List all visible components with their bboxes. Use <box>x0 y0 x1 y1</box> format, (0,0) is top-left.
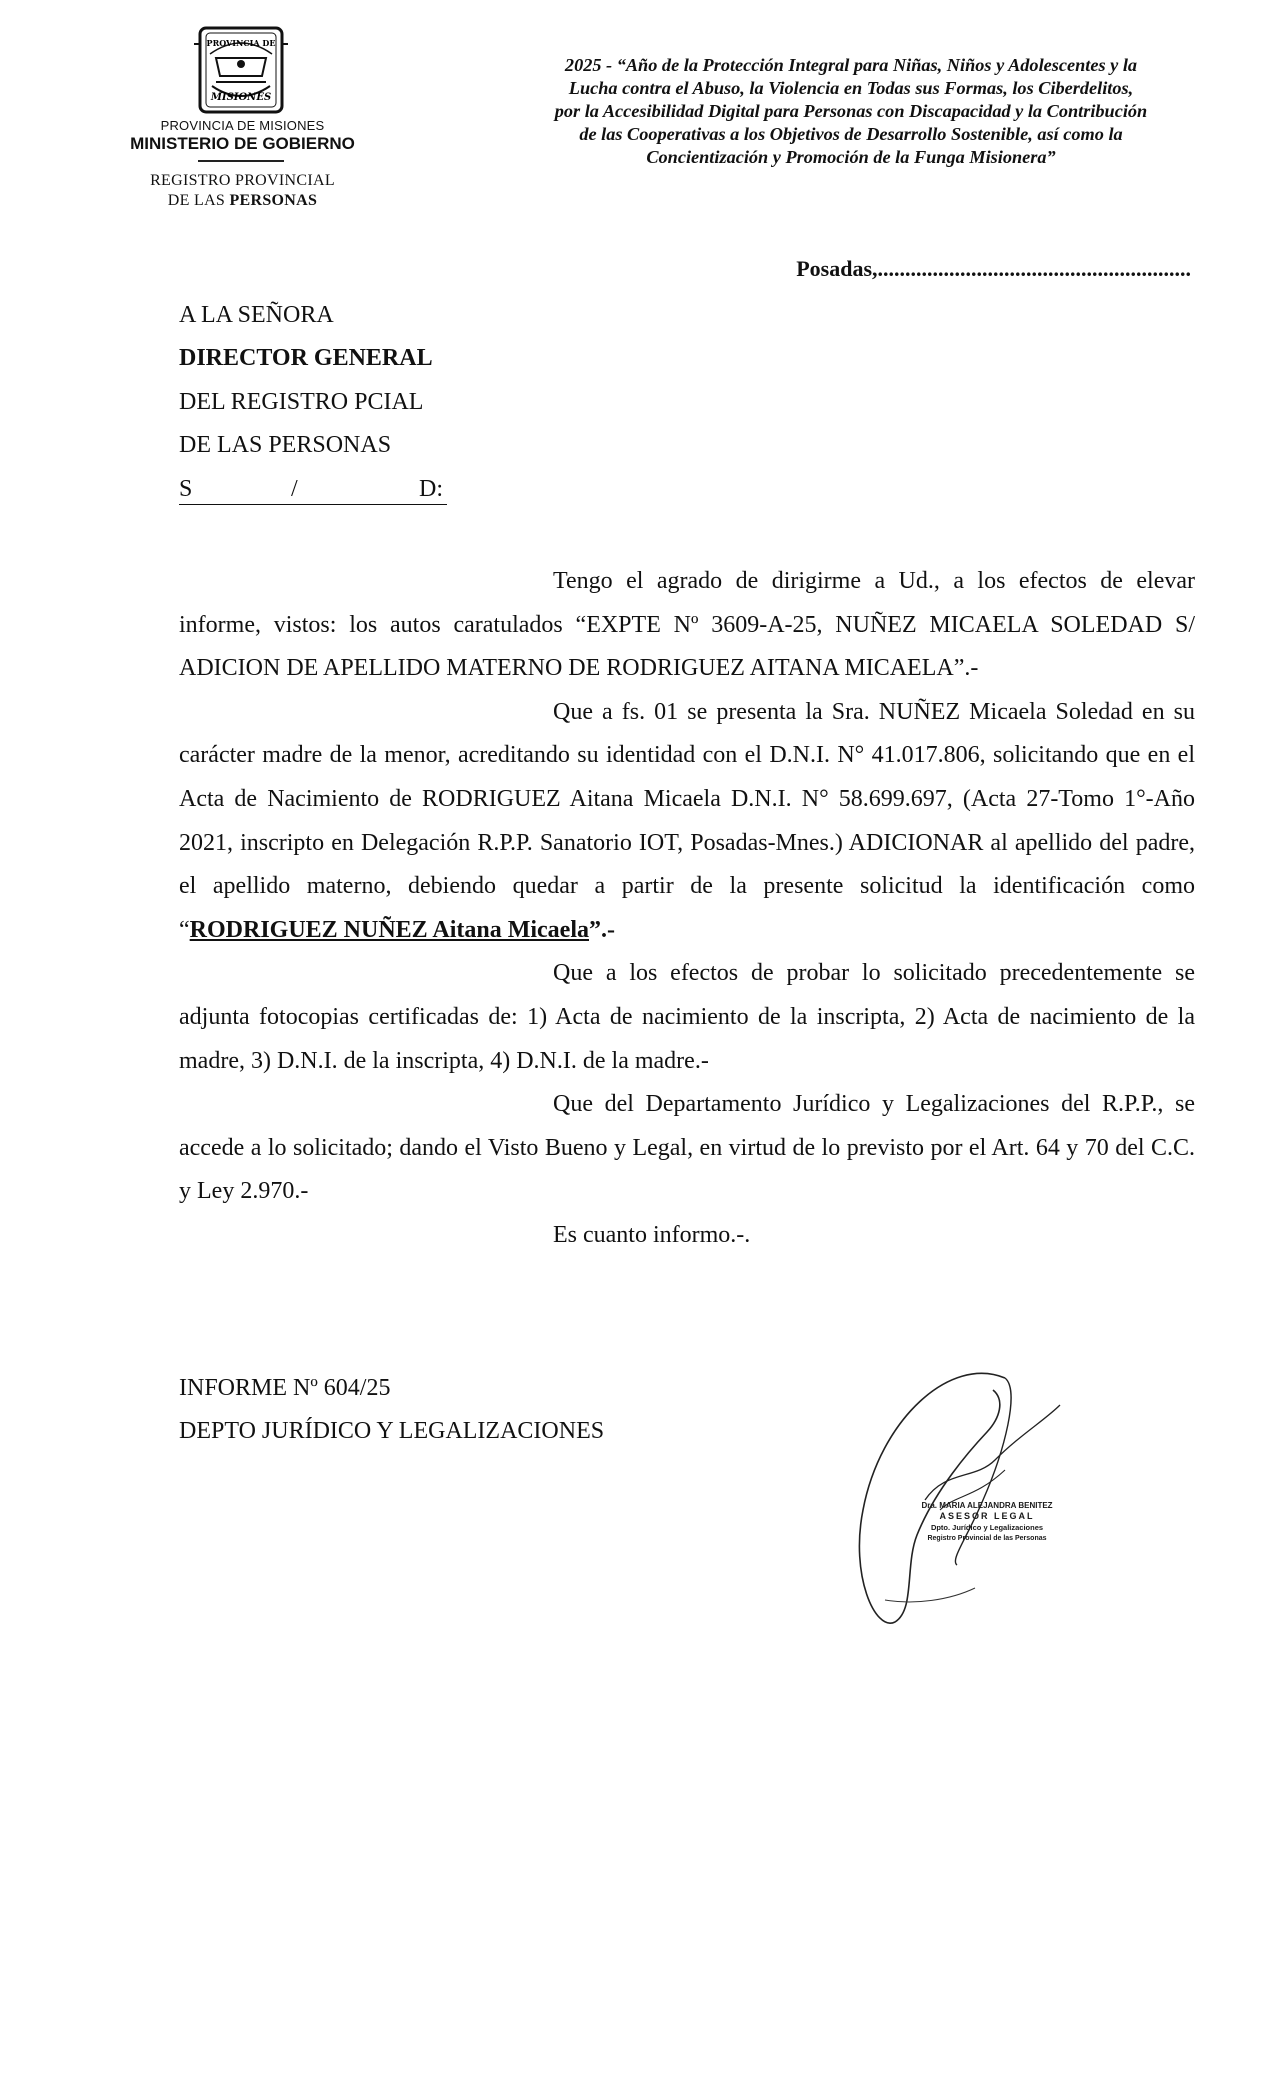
informe-number: INFORME Nº 604/25 <box>179 1375 391 1401</box>
agency-divider <box>198 160 284 162</box>
stamp-name: Dra. MARIA ALEJANDRA BENITEZ <box>921 1501 1053 1510</box>
addressee-sd-line <box>179 476 447 505</box>
body-paragraph-attachments: Que a los efectos de probar lo solicitado precedentemente se adjunta fotocopias certificadas de: 1) Acta de nacimiento de la inscripta, 2) Acta de nacimiento de la madre, 3) D.N.I. de la inscripta, 4) D.N.I. de la madre.- <box>179 960 1195 1074</box>
motto-line: Concientización y Promoción de la Funga Misionera” <box>646 147 1056 167</box>
agency-registry-line2-bold: PERSONAS <box>229 192 318 209</box>
informe-department: DEPTO JURÍDICO Y LEGALIZACIONES <box>179 1418 605 1444</box>
motto-line: Lucha contra el Abuso, la Violencia en Todas sus Formas, los Ciberdelitos, <box>568 78 1134 98</box>
addressee-office-line2: DE LAS PERSONAS <box>179 432 392 458</box>
motto-line: de las Cooperativas a los Objetivos de Desarrollo Sostenible, así como la <box>579 124 1123 144</box>
agency-ministry: MINISTERIO DE GOBIERNO <box>130 134 355 153</box>
seal-text-top: PROVINCIA DE <box>206 38 276 48</box>
request-text: Que a fs. 01 se presenta la Sra. NUÑEZ Micaela Soledad en su carácter madre de la menor, acreditando su identidad con el D.N.I. N° 41.017.806, solicitando que en el Acta de Nacimiento de RODRIGUEZ Aitana Micaela D.N.I. N° 58.699.697, (Acta 27-Tomo 1°-Año 2021, inscripto en Delegación R.P.P. Sanatorio IOT, Posadas-Mnes.) ADICIONAR al apellido del padre, el apellido materno, debiendo quedar a partir de la presente solicitud la identificación como “ <box>179 698 1195 943</box>
place-date-line: Posadas,......................................................... <box>796 256 1191 281</box>
body-paragraph-request <box>179 691 1195 953</box>
new-name <box>190 917 589 943</box>
report-body <box>179 560 1195 1258</box>
stamp-registry: Registro Provincial de las Personas <box>927 1535 1047 1542</box>
official-stamp <box>912 1500 1062 1544</box>
sd-d: D: <box>419 476 443 502</box>
agency-registry-line2-prefix: DE LAS <box>167 192 226 209</box>
provincial-seal-logo <box>186 24 296 116</box>
motto-line: 2025 - “Año de la Protección Integral para Niñas, Niños y Adolescentes y la <box>564 55 1138 75</box>
body-paragraph-closing: Es cuanto informo.-. <box>553 1221 751 1248</box>
addressee-office: DEL REGISTRO PCIAL <box>179 389 424 415</box>
addressee-title: DIRECTOR GENERAL <box>179 345 433 371</box>
agency-province: PROVINCIA DE MISIONES <box>160 118 325 133</box>
stamp-title: ASESOR LEGAL <box>939 1511 1035 1521</box>
body-paragraph-expediente: Tengo el agrado de dirigirme a Ud., a los efectos de elevar informe, vistos: los autos caratulados “EXPTE Nº 3609-A-25, NUÑEZ MICAELA SOLEDAD S/ ADICION DE APELLIDO MATERNO DE RODRIGUEZ AITANA MICAELA”.- <box>179 568 1195 682</box>
year-motto <box>470 54 1232 169</box>
new-name-text: RODRIGUEZ NUÑEZ Aitana Micaela <box>189 916 589 943</box>
stamp-department: Dpto. Jurídico y Legalizaciones <box>930 1523 1044 1532</box>
addressee-salutation: A LA SEÑORA <box>179 302 334 328</box>
sd-slash: / <box>291 476 298 502</box>
seal-text-bottom: MISIONES <box>210 92 272 103</box>
body-paragraph-legal: Que del Departamento Jurídico y Legalizaciones del R.P.P., se accede a lo solicitado; dando el Visto Bueno y Legal, en virtud de lo previsto por el Art. 64 y 70 del C.C. y Ley 2.970.- <box>179 1091 1195 1205</box>
motto-line: por la Accesibilidad Digital para Personas con Discapacidad y la Contribución <box>554 101 1148 121</box>
agency-registry-line2 <box>110 192 375 210</box>
agency-registry: REGISTRO PROVINCIAL <box>150 172 335 189</box>
sd-s: S <box>179 476 193 502</box>
request-closing: ”.- <box>589 916 615 943</box>
